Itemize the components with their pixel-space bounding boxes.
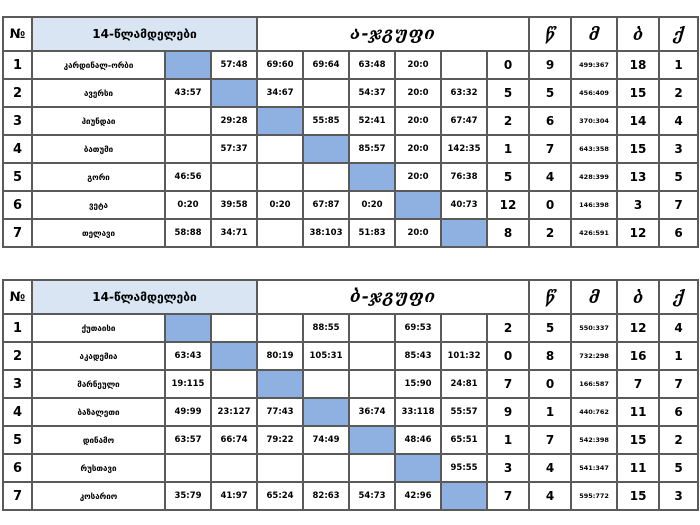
table-row	[3, 219, 698, 247]
points-balance-cell: 541:347	[571, 454, 617, 482]
match-score	[303, 79, 349, 107]
wins-cell: 2	[487, 107, 529, 135]
group-name: ბ-ჯგუფი	[257, 280, 529, 314]
row-number: 2	[3, 79, 32, 107]
match-score: 76:38	[441, 163, 487, 191]
match-score: 69:64	[303, 51, 349, 79]
match-score: 67:47	[441, 107, 487, 135]
self-match-cell	[211, 342, 257, 370]
match-score	[165, 135, 211, 163]
match-score	[257, 163, 303, 191]
self-match-cell	[349, 426, 395, 454]
team-name: აკადემია	[32, 342, 165, 370]
match-score: 0:20	[257, 191, 303, 219]
place-cell: 4	[659, 314, 698, 342]
team-name: გორი	[32, 163, 165, 191]
wins-cell: 0	[487, 51, 529, 79]
match-score: 41:97	[211, 482, 257, 510]
place-cell: 7	[659, 191, 698, 219]
points-balance-cell: 166:587	[571, 370, 617, 398]
losses-cell: 8	[529, 342, 571, 370]
table-row	[3, 79, 698, 107]
row-number: 2	[3, 342, 32, 370]
match-score: 36:74	[349, 398, 395, 426]
match-score: 38:103	[303, 219, 349, 247]
self-match-cell	[303, 135, 349, 163]
table-row	[3, 191, 698, 219]
standing-points-cell: 3	[617, 191, 659, 219]
standing-points-cell: 14	[617, 107, 659, 135]
match-score: 42:96	[395, 482, 441, 510]
table-row	[3, 454, 698, 482]
self-match-cell	[441, 219, 487, 247]
row-number: 7	[3, 482, 32, 510]
team-name: ბაზალეთი	[32, 398, 165, 426]
match-score	[349, 370, 395, 398]
standing-points-cell: 15	[617, 426, 659, 454]
match-score: 79:22	[257, 426, 303, 454]
match-score: 39:58	[211, 191, 257, 219]
team-name: ქუთაისი	[32, 314, 165, 342]
match-score	[211, 314, 257, 342]
place-cell: 6	[659, 219, 698, 247]
stat-header: მ	[571, 17, 617, 51]
team-name: კოსარიო	[32, 482, 165, 510]
table-row	[3, 51, 698, 79]
standing-points-cell: 18	[617, 51, 659, 79]
row-number: 3	[3, 370, 32, 398]
wins-cell: 12	[487, 191, 529, 219]
match-score: 55:85	[303, 107, 349, 135]
match-score: 49:99	[165, 398, 211, 426]
standing-points-cell: 12	[617, 219, 659, 247]
match-score: 23:127	[211, 398, 257, 426]
points-balance-cell: 542:398	[571, 426, 617, 454]
wins-cell: 0	[487, 342, 529, 370]
match-score	[303, 370, 349, 398]
match-score: 69:60	[257, 51, 303, 79]
self-match-cell	[211, 79, 257, 107]
standing-points-cell: 12	[617, 314, 659, 342]
points-balance-cell: 456:409	[571, 79, 617, 107]
match-score	[349, 314, 395, 342]
match-score	[257, 314, 303, 342]
place-cell: 3	[659, 482, 698, 510]
team-name: მარნეული	[32, 370, 165, 398]
match-score: 85:43	[395, 342, 441, 370]
self-match-cell	[395, 191, 441, 219]
row-number: 6	[3, 454, 32, 482]
place-cell: 6	[659, 398, 698, 426]
match-score: 46:56	[165, 163, 211, 191]
self-match-cell	[257, 370, 303, 398]
row-number: 5	[3, 163, 32, 191]
place-cell: 4	[659, 107, 698, 135]
row-number: 6	[3, 191, 32, 219]
match-score	[303, 454, 349, 482]
match-score: 35:79	[165, 482, 211, 510]
match-score: 142:35	[441, 135, 487, 163]
standing-points-cell: 11	[617, 398, 659, 426]
place-cell: 2	[659, 79, 698, 107]
standing-points-cell: 15	[617, 482, 659, 510]
group-name: ა-ჯგუფი	[257, 17, 529, 51]
match-score	[257, 454, 303, 482]
match-score: 67:87	[303, 191, 349, 219]
match-score: 63:48	[349, 51, 395, 79]
standing-points-cell: 7	[617, 370, 659, 398]
match-score: 80:19	[257, 342, 303, 370]
match-score: 57:37	[211, 135, 257, 163]
match-score: 63:57	[165, 426, 211, 454]
match-score: 34:71	[211, 219, 257, 247]
match-score: 55:57	[441, 398, 487, 426]
wins-cell: 7	[487, 370, 529, 398]
header-row	[3, 17, 698, 51]
table-row	[3, 370, 698, 398]
match-score	[303, 163, 349, 191]
match-score: 54:73	[349, 482, 395, 510]
standing-points-cell: 15	[617, 135, 659, 163]
match-score: 58:88	[165, 219, 211, 247]
place-cell: 3	[659, 135, 698, 163]
match-score: 82:63	[303, 482, 349, 510]
wins-cell: 3	[487, 454, 529, 482]
wins-cell: 5	[487, 79, 529, 107]
place-cell: 7	[659, 370, 698, 398]
match-score	[349, 454, 395, 482]
losses-cell: 5	[529, 314, 571, 342]
table-row	[3, 398, 698, 426]
row-number: 4	[3, 398, 32, 426]
wins-cell: 1	[487, 426, 529, 454]
place-cell: 5	[659, 454, 698, 482]
self-match-cell	[395, 454, 441, 482]
wins-cell: 1	[487, 135, 529, 163]
match-score	[441, 51, 487, 79]
losses-cell: 4	[529, 454, 571, 482]
self-match-cell	[165, 314, 211, 342]
losses-cell: 7	[529, 426, 571, 454]
points-balance-cell: 426:591	[571, 219, 617, 247]
losses-cell: 9	[529, 51, 571, 79]
stat-header: წ	[529, 280, 571, 314]
row-number: 3	[3, 107, 32, 135]
team-name: კარდინალ-ორბი	[32, 51, 165, 79]
match-score: 0:20	[349, 191, 395, 219]
match-score: 40:73	[441, 191, 487, 219]
team-name: თელავი	[32, 219, 165, 247]
table-row	[3, 482, 698, 510]
self-match-cell	[257, 107, 303, 135]
match-score: 33:118	[395, 398, 441, 426]
points-balance-cell: 146:398	[571, 191, 617, 219]
losses-cell: 7	[529, 135, 571, 163]
row-number: 4	[3, 135, 32, 163]
match-score	[211, 163, 257, 191]
self-match-cell	[165, 51, 211, 79]
match-score: 65:24	[257, 482, 303, 510]
standing-points-cell: 13	[617, 163, 659, 191]
match-score: 0:20	[165, 191, 211, 219]
match-score: 105:31	[303, 342, 349, 370]
match-score: 15:90	[395, 370, 441, 398]
row-number: 5	[3, 426, 32, 454]
number-sign-header: №	[3, 280, 32, 314]
place-cell: 2	[659, 426, 698, 454]
match-score: 63:43	[165, 342, 211, 370]
match-score	[211, 370, 257, 398]
row-number: 7	[3, 219, 32, 247]
table-row	[3, 314, 698, 342]
losses-cell: 4	[529, 163, 571, 191]
row-number: 1	[3, 314, 32, 342]
points-balance-cell: 595:772	[571, 482, 617, 510]
team-name: რუსთავი	[32, 454, 165, 482]
match-score: 88:55	[303, 314, 349, 342]
age-category-title: 14-წლამდელები	[32, 17, 257, 51]
team-name: ავერსი	[32, 79, 165, 107]
losses-cell: 0	[529, 191, 571, 219]
match-score: 95:55	[441, 454, 487, 482]
losses-cell: 4	[529, 482, 571, 510]
stat-header: მ	[571, 280, 617, 314]
losses-cell: 1	[529, 398, 571, 426]
match-score: 54:37	[349, 79, 395, 107]
losses-cell: 0	[529, 370, 571, 398]
table-row	[3, 342, 698, 370]
match-score: 77:43	[257, 398, 303, 426]
table-row	[3, 135, 698, 163]
wins-cell: 5	[487, 163, 529, 191]
match-score	[165, 107, 211, 135]
stat-header: ბ	[617, 17, 659, 51]
match-score: 43:57	[165, 79, 211, 107]
standing-points-cell: 11	[617, 454, 659, 482]
match-score	[349, 342, 395, 370]
match-score: 65:51	[441, 426, 487, 454]
self-match-cell	[441, 482, 487, 510]
self-match-cell	[349, 163, 395, 191]
wins-cell: 7	[487, 482, 529, 510]
losses-cell: 6	[529, 107, 571, 135]
row-number: 1	[3, 51, 32, 79]
self-match-cell	[303, 398, 349, 426]
points-balance-cell: 732:298	[571, 342, 617, 370]
group-a-table	[2, 16, 699, 248]
stat-header: ბ	[617, 280, 659, 314]
place-cell: 1	[659, 51, 698, 79]
match-score	[441, 314, 487, 342]
points-balance-cell: 499:367	[571, 51, 617, 79]
match-score: 20:0	[395, 51, 441, 79]
match-score: 52:41	[349, 107, 395, 135]
match-score: 69:53	[395, 314, 441, 342]
place-cell: 1	[659, 342, 698, 370]
match-score: 20:0	[395, 163, 441, 191]
match-score: 20:0	[395, 135, 441, 163]
points-balance-cell: 428:399	[571, 163, 617, 191]
losses-cell: 5	[529, 79, 571, 107]
place-cell: 5	[659, 163, 698, 191]
stat-header: ქ	[659, 280, 698, 314]
match-score: 57:48	[211, 51, 257, 79]
stat-header: ქ	[659, 17, 698, 51]
table-row	[3, 107, 698, 135]
match-score: 66:74	[211, 426, 257, 454]
wins-cell: 2	[487, 314, 529, 342]
table-row	[3, 163, 698, 191]
team-name: ბათუმი	[32, 135, 165, 163]
points-balance-cell: 550:337	[571, 314, 617, 342]
match-score	[257, 219, 303, 247]
standing-points-cell: 15	[617, 79, 659, 107]
match-score: 20:0	[395, 107, 441, 135]
match-score: 29:28	[211, 107, 257, 135]
match-score	[211, 454, 257, 482]
match-score: 101:32	[441, 342, 487, 370]
match-score: 19:115	[165, 370, 211, 398]
table-row	[3, 426, 698, 454]
match-score	[165, 454, 211, 482]
match-score: 51:83	[349, 219, 395, 247]
points-balance-cell: 643:358	[571, 135, 617, 163]
match-score: 34:67	[257, 79, 303, 107]
losses-cell: 2	[529, 219, 571, 247]
points-balance-cell: 440:762	[571, 398, 617, 426]
wins-cell: 8	[487, 219, 529, 247]
team-name: დინამო	[32, 426, 165, 454]
match-score: 85:57	[349, 135, 395, 163]
match-score: 63:32	[441, 79, 487, 107]
match-score: 20:0	[395, 219, 441, 247]
match-score: 48:46	[395, 426, 441, 454]
match-score: 24:81	[441, 370, 487, 398]
number-sign-header: №	[3, 17, 32, 51]
header-row	[3, 280, 698, 314]
team-name: ჰიუნდაი	[32, 107, 165, 135]
age-category-title: 14-წლამდელები	[32, 280, 257, 314]
points-balance-cell: 370:304	[571, 107, 617, 135]
team-name: ვეტა	[32, 191, 165, 219]
standing-points-cell: 16	[617, 342, 659, 370]
group-b-table	[2, 279, 699, 511]
match-score: 74:49	[303, 426, 349, 454]
match-score: 20:0	[395, 79, 441, 107]
wins-cell: 9	[487, 398, 529, 426]
stat-header: წ	[529, 17, 571, 51]
match-score	[257, 135, 303, 163]
